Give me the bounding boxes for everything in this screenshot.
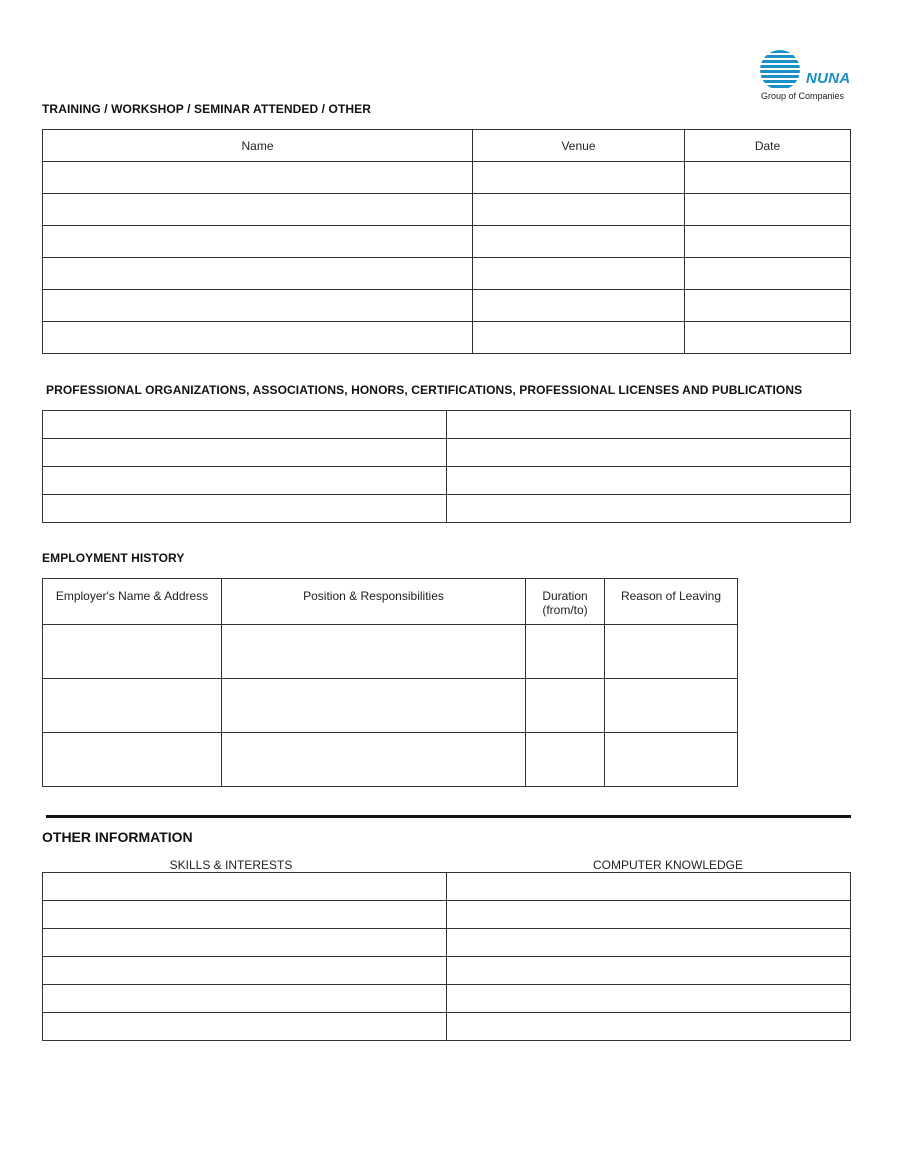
reason-cell[interactable]	[605, 733, 738, 787]
training-venue-cell[interactable]	[473, 258, 685, 290]
training-section-title: TRAINING / WORKSHOP / SEMINAR ATTENDED / OTHER	[42, 102, 372, 116]
table-row	[43, 226, 851, 258]
table-row	[43, 929, 851, 957]
skills-label: SKILLS & INTERESTS	[169, 858, 293, 872]
training-venue-cell[interactable]	[473, 226, 685, 258]
training-venue-cell[interactable]	[473, 162, 685, 194]
professional-cell[interactable]	[43, 411, 447, 439]
skills-cell[interactable]	[43, 1013, 447, 1041]
skills-cell[interactable]	[43, 985, 447, 1013]
table-row	[43, 733, 738, 787]
table-row	[43, 625, 738, 679]
skills-cell[interactable]	[43, 957, 447, 985]
position-cell[interactable]	[222, 733, 526, 787]
table-row	[43, 290, 851, 322]
duration-cell[interactable]	[526, 733, 605, 787]
company-logo	[752, 50, 852, 104]
professional-cell[interactable]	[43, 439, 447, 467]
reason-cell[interactable]	[605, 625, 738, 679]
employment-header-employer: Employer's Name & Address	[43, 579, 222, 625]
computer-cell[interactable]	[447, 873, 851, 901]
table-row	[43, 439, 851, 467]
table-row	[43, 258, 851, 290]
training-date-cell[interactable]	[685, 290, 851, 322]
employment-header-duration	[526, 579, 605, 625]
computer-cell[interactable]	[447, 901, 851, 929]
table-row	[43, 1013, 851, 1041]
skills-cell[interactable]	[43, 901, 447, 929]
training-date-cell[interactable]	[685, 162, 851, 194]
training-date-cell[interactable]	[685, 322, 851, 354]
duration-cell[interactable]	[526, 625, 605, 679]
training-venue-cell[interactable]	[473, 194, 685, 226]
table-row	[43, 957, 851, 985]
training-header-name: Name	[43, 130, 473, 162]
employer-cell[interactable]	[43, 733, 222, 787]
professional-cell[interactable]	[447, 411, 851, 439]
professional-cell[interactable]	[447, 439, 851, 467]
professional-cell[interactable]	[43, 495, 447, 523]
professional-cell[interactable]	[447, 495, 851, 523]
table-row	[43, 194, 851, 226]
section-divider	[46, 815, 851, 818]
professional-table	[42, 410, 851, 523]
training-name-cell[interactable]	[43, 258, 473, 290]
computer-cell[interactable]	[447, 957, 851, 985]
professional-cell[interactable]	[447, 467, 851, 495]
employment-table	[42, 578, 738, 787]
table-row	[43, 322, 851, 354]
computer-cell[interactable]	[447, 929, 851, 957]
logo-brand: NUNA	[806, 70, 851, 87]
computer-label: COMPUTER KNOWLEDGE	[592, 858, 743, 872]
computer-cell[interactable]	[447, 1013, 851, 1041]
employer-cell[interactable]	[43, 625, 222, 679]
training-date-cell[interactable]	[685, 194, 851, 226]
training-name-cell[interactable]	[43, 194, 473, 226]
professional-cell[interactable]	[43, 467, 447, 495]
skills-cell[interactable]	[43, 929, 447, 957]
training-table	[42, 129, 851, 354]
skills-cell[interactable]	[43, 873, 447, 901]
training-name-cell[interactable]	[43, 226, 473, 258]
table-row	[43, 873, 851, 901]
training-date-cell[interactable]	[685, 226, 851, 258]
table-row	[43, 901, 851, 929]
training-venue-cell[interactable]	[473, 322, 685, 354]
reason-cell[interactable]	[605, 679, 738, 733]
training-name-cell[interactable]	[43, 290, 473, 322]
table-row	[43, 411, 851, 439]
employment-section-title: EMPLOYMENT HISTORY	[42, 551, 185, 565]
table-row	[43, 162, 851, 194]
training-venue-cell[interactable]	[473, 290, 685, 322]
table-row	[43, 679, 738, 733]
duration-sublabel: (from/to)	[542, 603, 588, 617]
employment-header-reason: Reason of Leaving	[605, 579, 738, 625]
table-row	[43, 495, 851, 523]
position-cell[interactable]	[222, 625, 526, 679]
logo-tagline: Group of Companies	[761, 91, 845, 101]
duration-label: Duration	[542, 589, 588, 603]
training-date-cell[interactable]	[685, 258, 851, 290]
other-table	[42, 872, 851, 1041]
position-cell[interactable]	[222, 679, 526, 733]
computer-cell[interactable]	[447, 985, 851, 1013]
training-header-date: Date	[685, 130, 851, 162]
table-row	[43, 985, 851, 1013]
other-section-title: OTHER INFORMATION	[42, 829, 193, 845]
sun-stripes-icon	[754, 50, 806, 90]
professional-section-title: PROFESSIONAL ORGANIZATIONS, ASSOCIATIONS, HONORS, CERTIFICATIONS, PROFESSIONAL LICENSES AND PUBLICATIONS	[46, 383, 803, 397]
duration-cell[interactable]	[526, 679, 605, 733]
training-name-cell[interactable]	[43, 322, 473, 354]
employer-cell[interactable]	[43, 679, 222, 733]
training-header-venue: Venue	[473, 130, 685, 162]
table-row	[43, 467, 851, 495]
training-name-cell[interactable]	[43, 162, 473, 194]
employment-header-position: Position & Responsibilities	[222, 579, 526, 625]
